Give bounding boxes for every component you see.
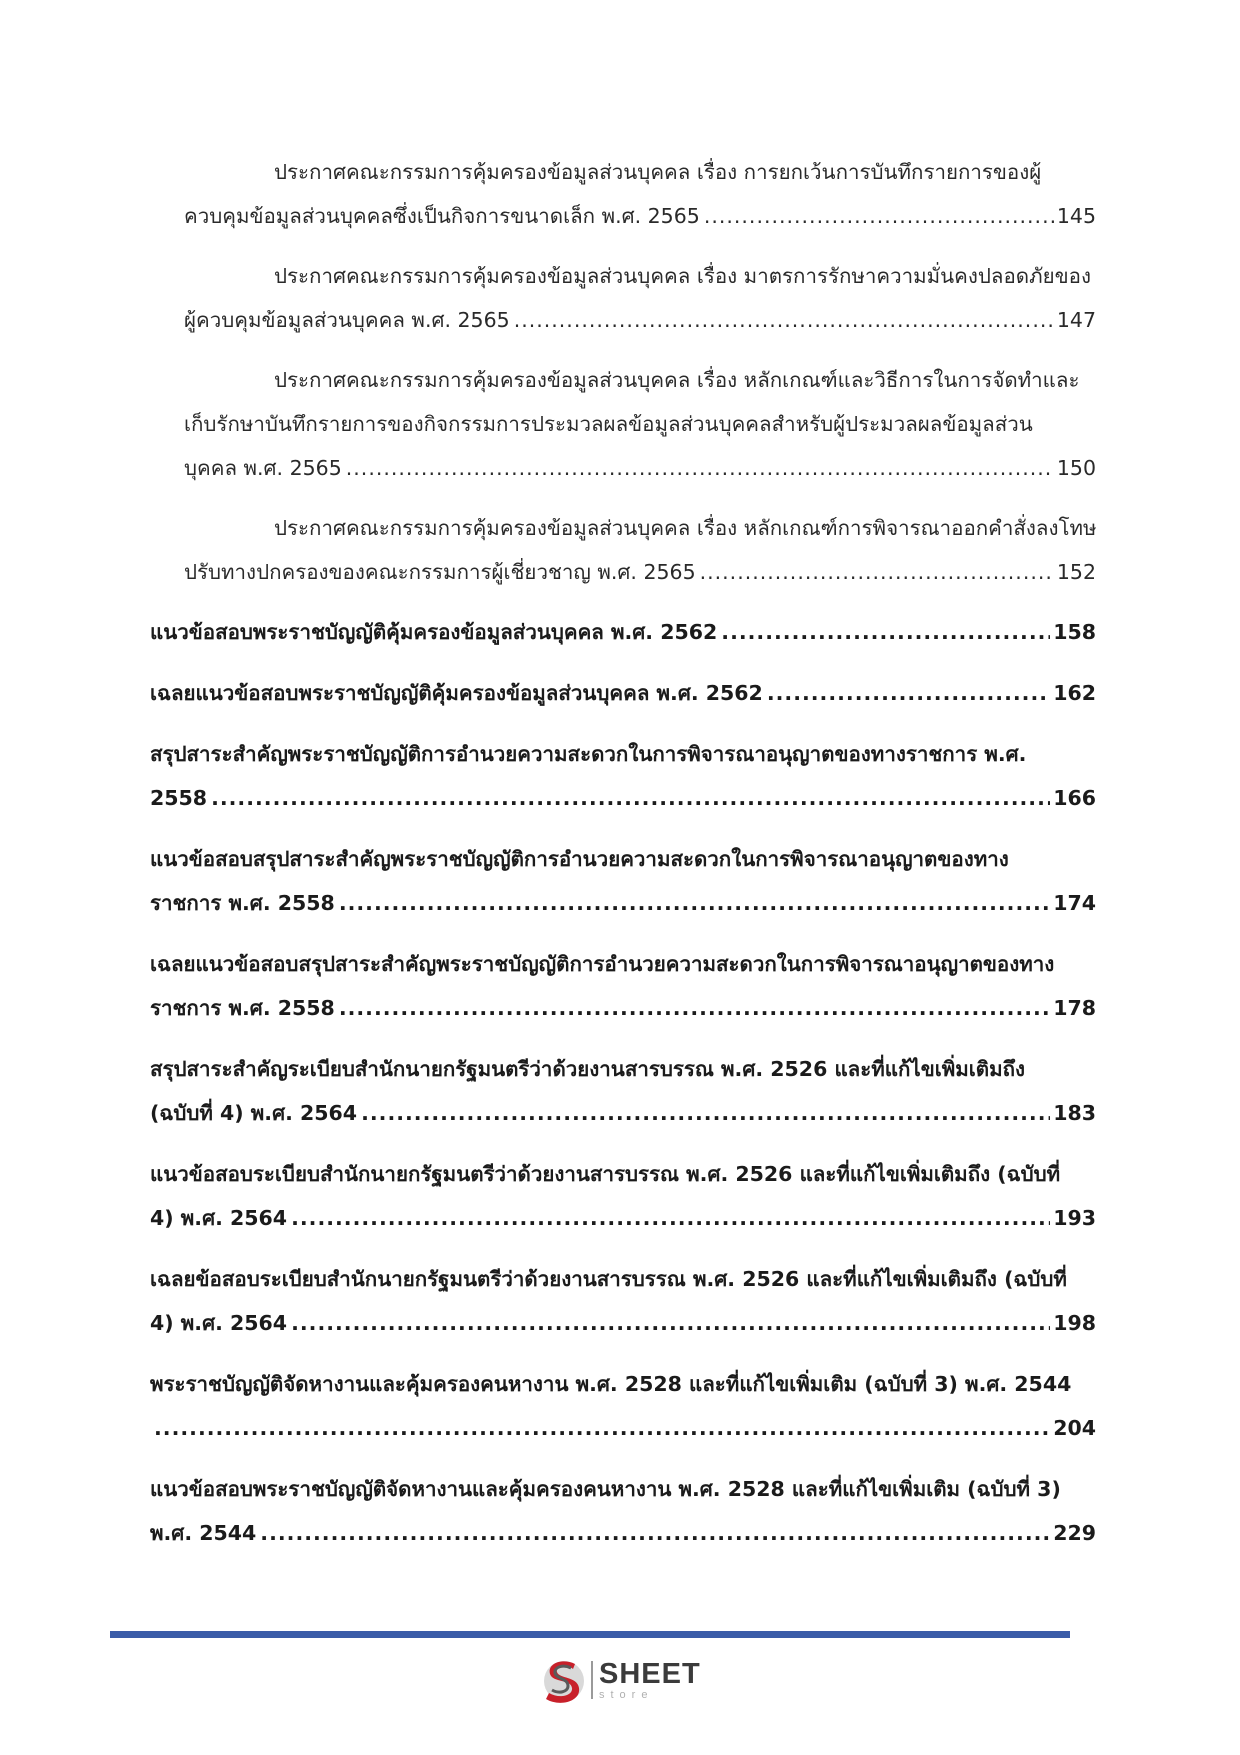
logo-separator bbox=[591, 1661, 593, 1699]
logo-wordmark: SHEET bbox=[599, 1657, 701, 1690]
dot-leader bbox=[339, 881, 1050, 925]
toc-page-number: 147 bbox=[1056, 308, 1096, 332]
toc-page-number: 174 bbox=[1053, 891, 1096, 915]
toc-entry-leader-line bbox=[150, 881, 1096, 925]
toc-entry-title-end: ปรับทางปกครองของคณะกรรมการผู้เชี่ยวชาญ พ.ศ. 2565 bbox=[184, 560, 696, 584]
toc-entry-leader-line bbox=[150, 671, 1096, 715]
dot-leader bbox=[704, 194, 1054, 238]
toc-entry-leader-line bbox=[150, 1406, 1096, 1450]
dot-leader bbox=[700, 550, 1054, 594]
dot-leader bbox=[346, 446, 1054, 490]
toc-entry-title-line: สรุปสาระสำคัญพระราชบัญญัติการอำนวยความสะดวกในการพิจารณาอนุญาตของทางราชการ พ.ศ. bbox=[150, 742, 1027, 766]
toc-entry-title-end: ราชการ พ.ศ. 2558 bbox=[150, 891, 335, 915]
main-entries bbox=[150, 610, 1096, 1555]
toc-page-number: 145 bbox=[1056, 204, 1096, 228]
toc-entry-title-line: ประกาศคณะกรรมการคุ้มครองข้อมูลส่วนบุคคล เรื่อง การยกเว้นการบันทึกรายการของผู้ bbox=[274, 160, 1042, 184]
toc-entry-title-end: พ.ศ. 2544 bbox=[150, 1521, 257, 1545]
toc-entry-leader-line bbox=[184, 550, 1096, 594]
toc-entry[interactable] bbox=[150, 150, 1096, 238]
toc-entry-title-end: เฉลยแนวข้อสอบพระราชบัญญัติคุ้มครองข้อมูลส่วนบุคคล พ.ศ. 2562 bbox=[150, 681, 763, 705]
dot-leader bbox=[211, 776, 1050, 820]
toc-entry-title-line: แนวข้อสอบพระราชบัญญัติจัดหางานและคุ้มครองคนหางาน พ.ศ. 2528 และที่แก้ไขเพิ่มเติม (ฉบับที่ 3) bbox=[150, 1477, 1061, 1501]
toc-entry-title-line: พระราชบัญญัติจัดหางานและคุ้มครองคนหางาน พ.ศ. 2528 และที่แก้ไขเพิ่มเติม (ฉบับที่ 3) พ.ศ. 2544 bbox=[150, 1372, 1072, 1396]
toc-entry[interactable] bbox=[150, 254, 1096, 342]
toc-entry-title-end: ควบคุมข้อมูลส่วนบุคคลซึ่งเป็นกิจการขนาดเล็ก พ.ศ. 2565 bbox=[184, 204, 700, 228]
logo-text bbox=[599, 1657, 701, 1701]
toc-page-number: 152 bbox=[1056, 560, 1096, 584]
toc-page-number: 193 bbox=[1053, 1206, 1096, 1230]
toc-entry[interactable] bbox=[150, 1257, 1096, 1345]
dot-leader bbox=[361, 1091, 1050, 1135]
toc-entry[interactable] bbox=[150, 1047, 1096, 1135]
toc-entry-title-line: เฉลยแนวข้อสอบสรุปสาระสำคัญพระราชบัญญัติการอำนวยความสะดวกในการพิจารณาอนุญาตของทาง bbox=[150, 952, 1055, 976]
toc-entry-title-end: 2558 bbox=[150, 786, 208, 810]
toc-entry[interactable] bbox=[150, 1152, 1096, 1240]
toc-entry-leader-line bbox=[184, 194, 1096, 238]
toc-page-number: 150 bbox=[1056, 456, 1096, 480]
toc-entry-leader-line bbox=[150, 776, 1096, 820]
footer-divider-bar bbox=[110, 1631, 1070, 1638]
dot-leader bbox=[721, 610, 1050, 654]
toc-entry-title-line: สรุปสาระสำคัญระเบียบสำนักนายกรัฐมนตรีว่าด้วยงานสารบรรณ พ.ศ. 2526 และที่แก้ไขเพิ่มเติมถึง bbox=[150, 1057, 1026, 1081]
toc-entry-leader-line bbox=[150, 1301, 1096, 1345]
toc-entry[interactable] bbox=[150, 506, 1096, 594]
toc-entry-leader-line bbox=[150, 986, 1096, 1030]
dot-leader bbox=[291, 1196, 1050, 1240]
toc-entry-leader-line bbox=[150, 1511, 1096, 1555]
toc-entry-title-line: ประกาศคณะกรรมการคุ้มครองข้อมูลส่วนบุคคล เรื่อง มาตรการรักษาความมั่นคงปลอดภัยของ bbox=[274, 264, 1091, 288]
toc-page-number: 178 bbox=[1053, 996, 1096, 1020]
toc-entry-title-end: 4) พ.ศ. 2564 bbox=[150, 1206, 288, 1230]
toc-page-number: 198 bbox=[1053, 1311, 1096, 1335]
toc-entry-title-end: บุคคล พ.ศ. 2565 bbox=[184, 456, 342, 480]
toc-entry[interactable] bbox=[150, 1362, 1096, 1450]
toc-entry-title-end: แนวข้อสอบพระราชบัญญัติคุ้มครองข้อมูลส่วนบุคคล พ.ศ. 2562 bbox=[150, 620, 718, 644]
sheet-store-logo bbox=[541, 1655, 701, 1705]
toc-entry-leader-line bbox=[150, 1091, 1096, 1135]
toc-entry-title-line: ประกาศคณะกรรมการคุ้มครองข้อมูลส่วนบุคคล เรื่อง หลักเกณฑ์และวิธีการในการจัดทำและ bbox=[274, 368, 1080, 392]
dot-leader bbox=[339, 986, 1050, 1030]
dot-leader bbox=[154, 1406, 1050, 1450]
toc-entry-title-end: ผู้ควบคุมข้อมูลส่วนบุคคล พ.ศ. 2565 bbox=[184, 308, 510, 332]
toc-page-number: 183 bbox=[1053, 1101, 1096, 1125]
toc-entry[interactable] bbox=[150, 732, 1096, 820]
sheet-store-s-logo-icon bbox=[541, 1655, 587, 1705]
toc-entry-title-line: ประกาศคณะกรรมการคุ้มครองข้อมูลส่วนบุคคล เรื่อง หลักเกณฑ์การพิจารณาออกคำสั่งลงโทษ bbox=[274, 516, 1097, 540]
toc-entry[interactable] bbox=[150, 671, 1096, 715]
table-of-contents bbox=[150, 150, 1096, 1572]
toc-page-number: 158 bbox=[1053, 620, 1096, 644]
toc-page-number: 166 bbox=[1053, 786, 1096, 810]
sub-entries bbox=[150, 150, 1096, 594]
dot-leader bbox=[291, 1301, 1050, 1345]
toc-entry[interactable] bbox=[150, 942, 1096, 1030]
toc-entry[interactable] bbox=[150, 610, 1096, 654]
toc-entry-title-end: (ฉบับที่ 4) พ.ศ. 2564 bbox=[150, 1101, 358, 1125]
toc-page-number: 229 bbox=[1053, 1521, 1096, 1545]
toc-page-number: 204 bbox=[1053, 1416, 1096, 1440]
toc-page-number: 162 bbox=[1053, 681, 1096, 705]
toc-entry-title-line: เก็บรักษาบันทึกรายการของกิจกรรมการประมวลผลข้อมูลส่วนบุคคลสำหรับผู้ประมวลผลข้อมูลส่วน bbox=[184, 412, 1033, 436]
toc-entry-leader-line bbox=[150, 1196, 1096, 1240]
toc-entry-leader-line bbox=[150, 610, 1096, 654]
toc-entry-title-line: แนวข้อสอบระเบียบสำนักนายกรัฐมนตรีว่าด้วยงานสารบรรณ พ.ศ. 2526 และที่แก้ไขเพิ่มเติมถึง (ฉบับที่ bbox=[150, 1162, 1061, 1186]
toc-entry[interactable] bbox=[150, 358, 1096, 490]
dot-leader bbox=[514, 298, 1054, 342]
toc-entry-leader-line bbox=[184, 298, 1096, 342]
toc-entry-title-end: ราชการ พ.ศ. 2558 bbox=[150, 996, 335, 1020]
toc-entry-title-line: แนวข้อสอบสรุปสาระสำคัญพระราชบัญญัติการอำนวยความสะดวกในการพิจารณาอนุญาตของทาง bbox=[150, 847, 1009, 871]
logo-subtext: store bbox=[599, 1688, 654, 1701]
toc-entry-leader-line bbox=[184, 446, 1096, 490]
toc-entry[interactable] bbox=[150, 837, 1096, 925]
toc-entry-title-end: 4) พ.ศ. 2564 bbox=[150, 1311, 288, 1335]
dot-leader bbox=[260, 1511, 1050, 1555]
dot-leader bbox=[767, 671, 1050, 715]
toc-entry[interactable] bbox=[150, 1467, 1096, 1555]
toc-entry-title-line: เฉลยข้อสอบระเบียบสำนักนายกรัฐมนตรีว่าด้วยงานสารบรรณ พ.ศ. 2526 และที่แก้ไขเพิ่มเติมถึง (ฉบับที่ bbox=[150, 1267, 1067, 1291]
